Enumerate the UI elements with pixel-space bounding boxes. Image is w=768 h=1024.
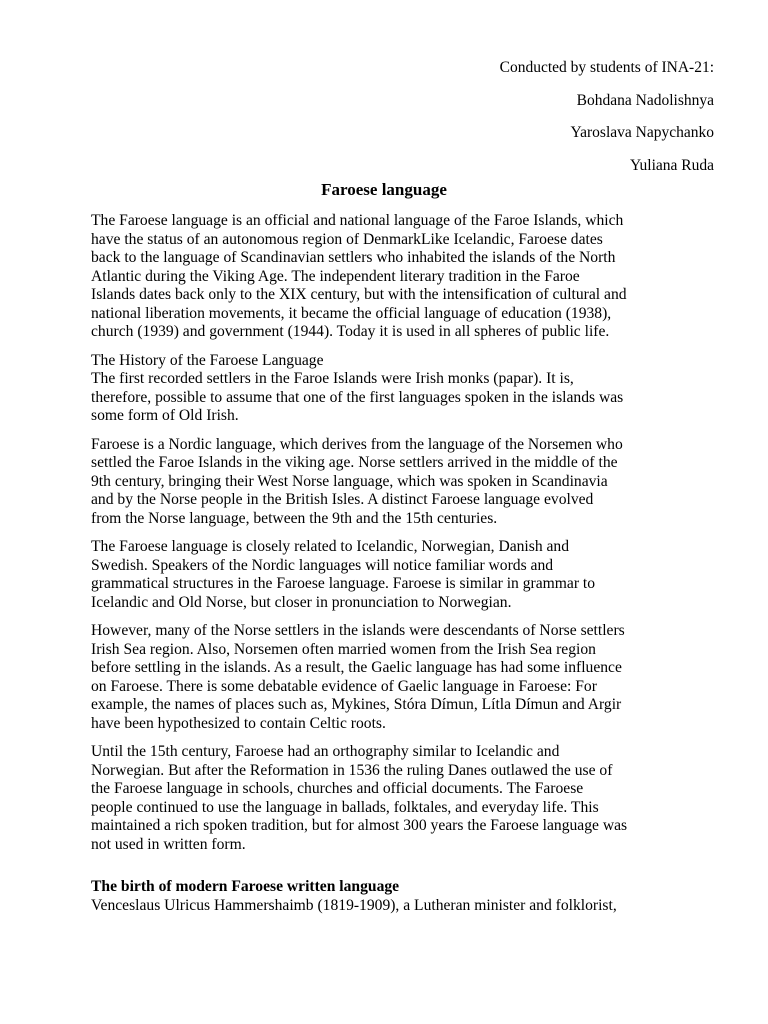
document-body: [91, 212, 721, 915]
text-line: The Faroese language is an official and national language of the Faroe Islands, which: [91, 212, 624, 229]
paragraph-orthography: [91, 743, 721, 854]
text-line: Irish Sea region. Also, Norsemen often married women from the Irish Sea region: [91, 640, 596, 658]
text-line: before settling in the islands. As a result, the Gaelic language has had some influence: [91, 659, 622, 676]
text-line: 9th century, bringing their West Norse language, which was spoken in Scandinavia: [91, 472, 608, 490]
text-line: Icelandic and Old Norse, but closer in pronunciation to Norwegian.: [91, 593, 512, 611]
text-line: Norwegian. But after the Reformation in 1536 the ruling Danes outlawed the use of: [91, 761, 613, 779]
text-line: therefore, possible to assume that one of the first languages spoken in the islands was: [91, 388, 624, 406]
section-heading-bold: The birth of modern Faroese written language: [91, 878, 400, 895]
text-line: example, the names of places such as, Mykines, Stóra Dímun, Lítla Dímun and Argir: [91, 696, 622, 713]
author-name: Bohdana Nadolishnya: [576, 91, 714, 109]
text-line: have been hypothesized to contain Celtic roots.: [91, 714, 386, 732]
text-line: have the status of an autonomous region of DenmarkLike Icelandic, Faroese dates: [91, 230, 603, 248]
text-line: the Faroese language in schools, churches and official documents. The Faroese: [91, 780, 584, 797]
text-line: back to the language of Scandinavian settlers who inhabited the islands of the North: [91, 249, 616, 266]
author-block: [500, 52, 714, 182]
paragraph-nordic-origin: [91, 436, 721, 529]
text-line: However, many of the Norse settlers in the islands were descendants of Norse settlers: [91, 622, 625, 639]
text-line: not used in written form.: [91, 835, 246, 853]
paragraph-intro: [91, 212, 721, 342]
text-line: The first recorded settlers in the Faroe Islands were Irish monks (papar). It is,: [91, 370, 574, 387]
text-line: The Faroese language is closely related to Icelandic, Norwegian, Danish and: [91, 538, 570, 555]
text-line: grammatical structures in the Faroese language. Faroese is similar in grammar to: [91, 575, 596, 592]
text-line: on Faroese. There is some debatable evidence of Gaelic language in Faroese: For: [91, 677, 597, 695]
author-credit-line: Conducted by students of INA-21:: [499, 59, 714, 76]
text-line: maintained a rich spoken tradition, but for almost 300 years the Faroese language was: [91, 817, 628, 834]
paragraph-gaelic-influence: [91, 622, 721, 733]
paragraph-related-languages: [91, 538, 721, 612]
text-line: church (1939) and government (1944). Today it is used in all spheres of public life.: [91, 323, 610, 340]
section-heading: The History of the Faroese Language: [91, 351, 324, 369]
text-line: Atlantic during the Viking Age. The independent literary tradition in the Faroe: [91, 267, 580, 285]
document-title: Faroese language: [321, 180, 447, 199]
text-line: Until the 15th century, Faroese had an orthography similar to Icelandic and: [91, 743, 560, 760]
text-line: and by the Norse people in the British Isles. A distinct Faroese language evolved: [91, 491, 594, 508]
text-line: some form of Old Irish.: [91, 407, 239, 424]
text-line: settled the Faroe Islands in the viking age. Norse settlers arrived in the middle of the: [91, 454, 618, 471]
text-line: Faroese is a Nordic language, which derives from the language of the Norsemen who: [91, 435, 623, 453]
author-name: Yaroslava Napychanko: [570, 124, 714, 141]
text-line: Islands dates back only to the XIX century, but with the intensification of cultural and: [91, 286, 627, 303]
paragraph-modern-written: [91, 878, 721, 915]
author-name: Yuliana Ruda: [630, 156, 714, 174]
paragraph-history: [91, 352, 721, 426]
text-line: people continued to use the language in ballads, folktales, and everyday life. This: [91, 798, 599, 816]
text-line: from the Norse language, between the 9th and the 15th centuries.: [91, 509, 498, 527]
text-line: Swedish. Speakers of the Nordic languages will notice familiar words and: [91, 556, 554, 574]
text-line: Venceslaus Ulricus Hammershaimb (1819-1909), a Lutheran minister and folklorist,: [91, 896, 617, 914]
text-line: national liberation movements, it became the official language of education (1938),: [91, 304, 612, 322]
